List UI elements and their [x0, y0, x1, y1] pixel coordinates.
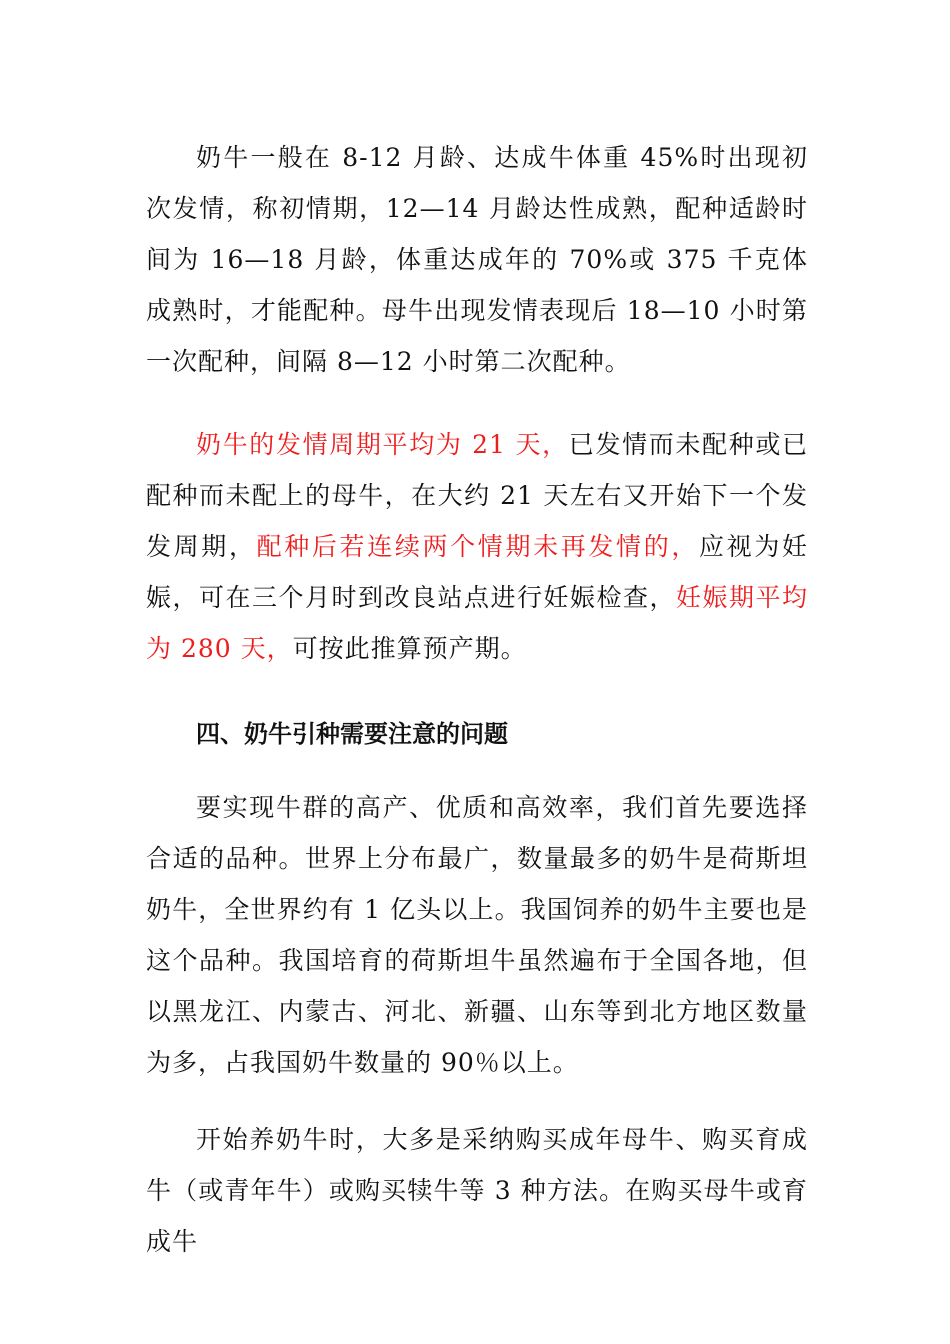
highlight-cycle-length: 奶牛的发情周期平均为 21 天， — [196, 430, 569, 459]
section-heading: 四、奶牛引种需要注意的问题 — [196, 720, 508, 748]
paragraph-estrus-cycle — [146, 419, 808, 674]
highlight-pregnancy-sign: 配种后若连续两个情期未再发情的， — [256, 532, 700, 561]
document-body — [146, 132, 808, 1267]
paragraph-breed-selection: 要实现牛群的高产、优质和高效率，我们首先要选择合适的品种。世界上分布最广，数量最多的奶牛是荷斯坦奶牛，全世界约有 1 亿头以上。我国饲养的奶牛主要也是这个品种。我国培育的荷斯坦牛虽然遍布于全国各地，但以黑龙江、内蒙古、河北、新疆、山东等到北方地区数量为多，占我国奶牛数量的 90％以上。 — [146, 793, 808, 1077]
highlight-gestation-length: 妊娠期平均为 280 天， — [146, 583, 808, 663]
paragraph-estrus-age: 奶牛一般在 8-12 月龄、达成牛体重 45%时出现初次发情，称初情期，12—14 月龄达性成熟，配种适龄时间为 16—18 月龄，体重达成年的 70%或 375 千克体成熟时，才能配种。母牛出现发情表现后 18—10 小时第一次配种，间隔 8—12 小时第二次配种。 — [146, 143, 808, 376]
paragraph-purchase-methods: 开始养奶牛时，大多是采纳购买成年母牛、购买育成牛（或青年牛）或购买犊牛等 3 种方法。在购买母牛或育成牛 — [146, 1125, 808, 1256]
text-pregnancy-check: 应视为妊娠，可在三个月时到改良站点进行妊娠检查， — [146, 532, 808, 612]
text-due-date: 可按此推算预产期。 — [292, 634, 527, 663]
text-cycle-detail: 已发情而未配种或已配种而未配上的母牛，在大约 21 天左右又开始下一个发发周期， — [146, 430, 808, 561]
